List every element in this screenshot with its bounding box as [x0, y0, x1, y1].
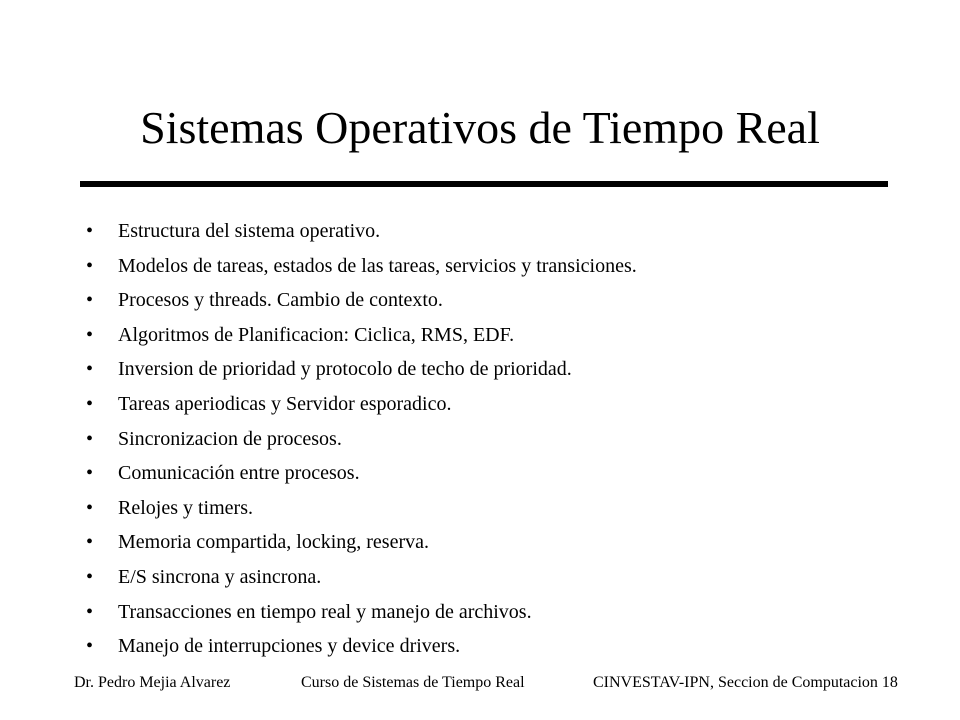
bullet-icon: • [86, 289, 94, 312]
bullet-text: Estructura del sistema operativo. [118, 220, 381, 242]
footer-institution-page: CINVESTAV-IPN, Seccion de Computacion 18 [593, 674, 898, 691]
bullet-text: Transacciones en tiempo real y manejo de archivos. [118, 600, 532, 623]
bullet-icon: • [86, 635, 94, 658]
bullet-icon: • [86, 531, 94, 554]
bullet-text: Procesos y threads. Cambio de contexto. [118, 289, 443, 312]
bullet-text: Sincronizacion de procesos. [118, 427, 342, 450]
slide-title: Sistemas Operativos de Tiempo Real [140, 102, 820, 153]
bullet-text: Tareas aperiodicas y Servidor esporadico. [118, 392, 452, 415]
footer-course: Curso de Sistemas de Tiempo Real [301, 674, 525, 691]
bullet-icon: • [86, 392, 94, 415]
bullet-text: Manejo de interrupciones y device drivers. [118, 635, 461, 658]
bullet-text: Inversion de prioridad y protocolo de techo de prioridad. [118, 358, 572, 381]
bullet-icon: • [86, 323, 94, 346]
bullet-text: Comunicación entre procesos. [118, 462, 360, 485]
bullet-text: E/S sincrona y asincrona. [118, 565, 322, 588]
bullet-icon: • [86, 565, 94, 588]
bullet-icon: • [86, 462, 94, 485]
bullet-text: Algoritmos de Planificacion: Ciclica, RMS, EDF. [118, 323, 515, 346]
bullet-icon: • [86, 496, 94, 519]
bullet-icon: • [86, 358, 94, 381]
footer-author: Dr. Pedro Mejia Alvarez [74, 674, 231, 691]
bullet-icon: • [86, 254, 94, 277]
bullet-icon: • [86, 600, 94, 623]
bullet-text: Memoria compartida, locking, reserva. [118, 531, 429, 554]
bullet-icon: • [86, 220, 94, 242]
bullet-text: Relojes y timers. [118, 496, 253, 519]
bullet-text: Modelos de tareas, estados de las tareas, servicios y transiciones. [118, 254, 637, 277]
title-underline [80, 181, 888, 187]
bullet-icon: • [86, 427, 94, 450]
